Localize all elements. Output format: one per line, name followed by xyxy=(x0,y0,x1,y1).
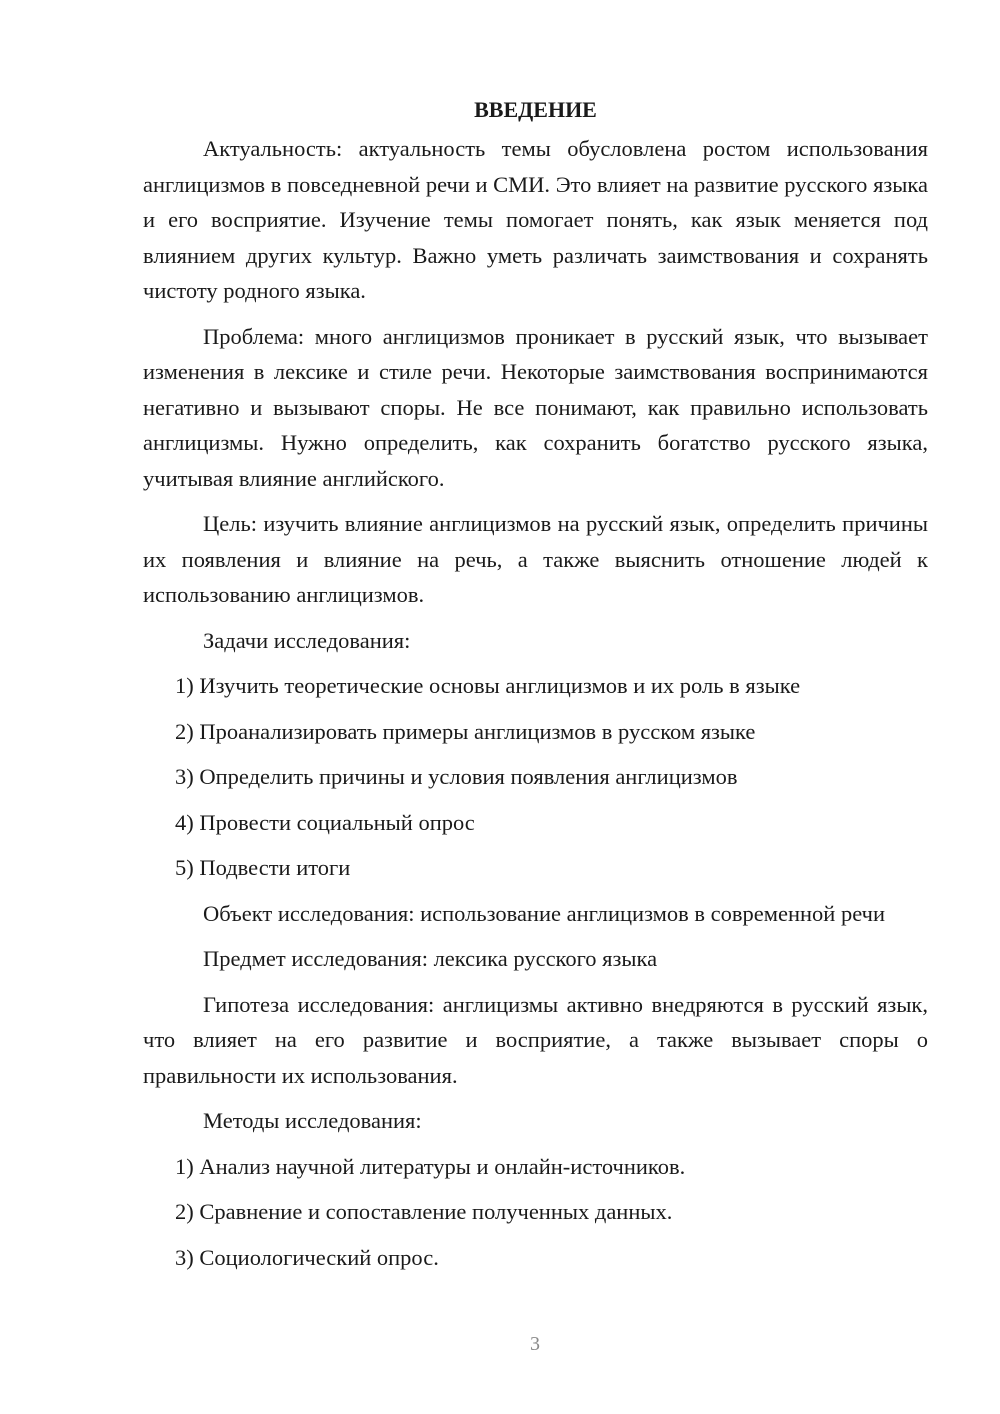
tasks-heading: Задачи исследования: xyxy=(203,627,411,653)
goal-paragraph: Цель: изучить влияние англицизмов на русский язык, определить причины их появления и влияние на речь, а также выяснить отношение людей к использованию англицизмов. xyxy=(143,511,928,607)
method-item: 3) Социологический опрос. xyxy=(175,1244,439,1270)
document-body xyxy=(143,92,928,1285)
page-title: ВВЕДЕНИЕ xyxy=(474,97,597,122)
task-item: 4) Провести социальный опрос xyxy=(175,809,475,835)
methods-heading: Методы исследования: xyxy=(203,1108,422,1133)
task-item: 2) Проанализировать примеры англицизмов в русском языке xyxy=(175,718,756,744)
task-item: 5) Подвести итоги xyxy=(175,855,351,880)
task-item: 3) Определить причины и условия появления англицизмов xyxy=(175,764,738,789)
method-item: 1) Анализ научной литературы и онлайн-источников. xyxy=(175,1153,686,1179)
relevance-paragraph: Актуальность: актуальность темы обусловлена ростом использования англицизмов в повседневной речи и СМИ. Это влияет на развитие русского языка и его восприятие. Изучение темы помогает понять, как язык меняется под влиянием других культур. Важно уметь различать заимствования и сохранять чистоту родного языка. xyxy=(143,136,928,303)
object-paragraph: Объект исследования: использование англицизмов в современной речи xyxy=(203,900,885,926)
subject-paragraph: Предмет исследования: лексика русского языка xyxy=(203,946,658,971)
problem-paragraph: Проблема: много англицизмов проникает в русский язык, что вызывает изменения в лексике и стиле речи. Некоторые заимствования воспринимаются негативно и вызывают споры. Не все понимают, как правильно использовать англицизмы. Нужно определить, как сохранить богатство русского языка, учитывая влияние английского. xyxy=(143,323,928,491)
task-item: 1) Изучить теоретические основы англицизмов и их роль в языке xyxy=(175,673,801,698)
hypothesis-paragraph: Гипотеза исследования: англицизмы активно внедряются в русский язык, что влияет на его развитие и восприятие, а также вызывает споры о правильности их использования. xyxy=(143,991,928,1088)
method-item: 2) Сравнение и сопоставление полученных данных. xyxy=(175,1199,673,1224)
page-number: 3 xyxy=(530,1333,540,1355)
tasks-list xyxy=(143,668,928,886)
methods-list xyxy=(143,1149,928,1276)
